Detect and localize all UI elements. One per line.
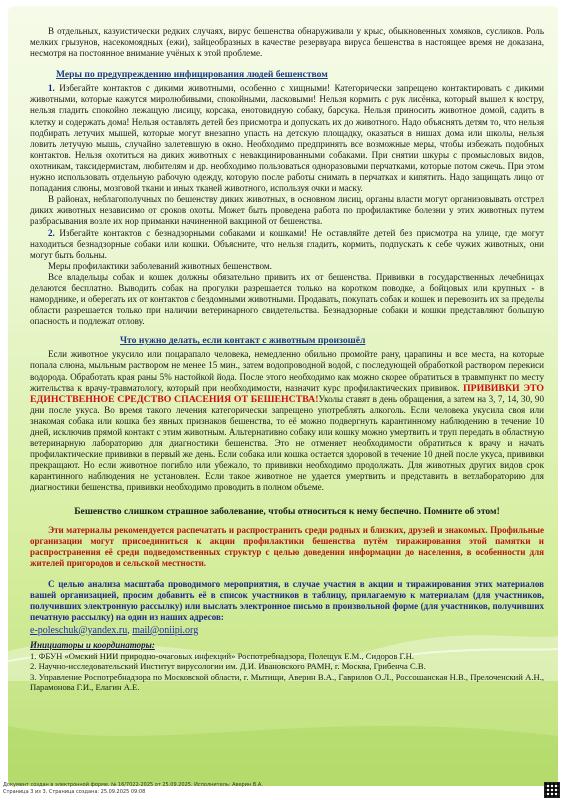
section-title-contact: Что нужно делать, если контакт с животным произошёл: [120, 335, 366, 347]
contact-request: С целью анализа масштаба проводимого мероприятия, в случае участия в акции и тиражирования этих материалов вашей организацией, просим добавить её в список участников в таблицу, прилагаемую к материалам (для участников, получивших электронную рассылку) или выслать электронное письмо в произвольной форме (для участников, получивших печатную рассылку) на один из наших адресов:: [30, 578, 544, 622]
vaccination-warning: ПРИВИВКИ ЭТО ЕДИНСТВЕННОЕ СРЕДСТВО СПАСЕНИЯ ОТ БЕШЕНСТВА!: [30, 382, 544, 405]
document-body: [8, 6, 558, 692]
procedure-text-a: Если животное укусило или поцарапало человека, немедленно обильно промойте рану, царапины и все места, на которые попала слюна, мыльным раствором не менее 15 мин., затем водопроводной водой, с последующей обработкой раствором перекиси водорода. Обработать края раны 5% настойкой йода. После этого необходимо как можно скорее обратиться в травмпункт по месту жительства к врачу-травматологу, который при необходимости, назначит курс профилактических прививок.: [30, 349, 544, 393]
prevention-subheading: Меры профилактики заболеваний животных бешенством.: [48, 260, 272, 271]
item-text: Избегайте контактов с дикими животными, особенно с хищными! Категорически запрещено контактировать с дикими животными, которые кажутся миролюбивыми, спокойными, ласковыми! Нельзя кормить с рук лисёнка, который вышел к костру, нельзя гладить спокойно лежащую лисицу, корсака, енотовидную собаку, барсука. Нельзя приносить животное домой, садить в клетку и содержать дома! Нельзя оставлять детей без присмотра и допускать их до животного. Надо объяснять детям то, что нельзя подбирать летучих мышей, которые могут внезапно упасть на детскую площадку, оказаться в нишах дома или школы, нельзя ловить летучую мышь, случайно залетевшую в окно. Необходимо предпринять все возможные меры, чтобы избежать подобных контактов. Нельзя охотиться на диких животных с невакцинированными собаками. При снятии шкуры с промысловых видов, охотникам, таксидермистам, любителям и др. необходимо пользоваться одноразовыми перчатками, которые потом сжечь. При этом нужно использовать отдельную рабочую одежду, которую после работы снимать в перчатках и кипятить. Надо защищать лицо от попадания слюны, мозговой ткани и иных тканей животного, используя очки и маску.: [30, 83, 545, 194]
footer-document-info: Документ создан в электронной форме. № 16/7022-2025 от 25.09.2025. Исполнитель: Аверин В.А.: [3, 782, 263, 788]
prevention-paragraph-pets: Все владельцы собак и кошек должны обязательно привить их от бешенства. Прививки в государственных лечебницах делаются бесплатно. Выводить собак на прогулки разрешается только на коротком поводке, а бойцовых или крупных - в наморднике, и оберегать их от контактов с бездомными животными. Продавать, покупать собак и кошек и перевозить их за пределы области разрешается только при наличии ветеринарного свидетельства. Безнадзорные собаки и кошки представляют большую опасность и подлежат отлову.: [30, 271, 544, 327]
decorative-wave-bottom: [8, 706, 558, 786]
item-number: 1.: [48, 83, 55, 94]
coordinator-2: 2. Научно-исследовательский Институт вирусологии им. Д.И. Ивановского РАМН, г. Москва, Грибенча С.В.: [30, 661, 426, 672]
section-title-prevention: Меры по предупреждению инфицирования людей бешенством: [56, 69, 328, 81]
email-link-poleschuk[interactable]: e-poleschuk@yandex.ru: [30, 624, 128, 636]
danger-warning: Бешенство слишком страшное заболевание, чтобы относиться к нему беспечно. Помните об этом!: [74, 505, 500, 517]
coordinator-1: 1. ФБУН «Омский НИИ природно-очаговых инфекций» Роспотребнадзора, Полещук Е.М., Сидоров Г.Н.: [30, 650, 415, 661]
email-separator: ,: [127, 624, 133, 636]
email-list: [30, 625, 544, 636]
distribution-appeal: Эти материалы рекомендуется распечатать и распространить среди родных и близких, друзей и знакомых. Профильные организации могут присоединиться к акции профилактики бешенства путём тиражирования этой памятки и распространения её среди подведомственных структур с целью доведения информации до населения, в особенности для жителей пригородов и сельской местности.: [30, 524, 544, 568]
item-text: Избегайте контактов с безнадзорными собаками и кошками! Не оставляйте детей без присмотра на улице, где могут находиться безнадзорные собаки или кошки. Объясните, что нельзя гладить, кормить, подпускать к себе чужих животных, они могут быть больны.: [30, 227, 544, 260]
contact-procedure-paragraph: [30, 349, 544, 493]
item-number: 2.: [48, 227, 55, 238]
procedure-text-b: Уколы ставят в день обращения, а затем на 3, 7, 14, 30, 90 дни после укуса. Во время такого лечения категорически запрещено употреблять алкоголь. Если человека укусила своя или знакомая собака или кошка без явных признаков бешенства, то её можно подвергнуть карантинному наблюдению в течение 10 дней, исключив прямой контакт с этим животным. Альтернативно собаку или кошку можно умертвить и труп передать в областную ветеринарную лабораторию для диагностики бешенства. Это не отменяет необходимости обратиться к врачу и начать профилактические прививки в первый же день. Если собака или кошка остается здоровой в течение 10 дней после укуса, прививки прекращают. Но если животное погибло или убежало, то прививки необходимо продолжать. Для животных других видов срок карантинного наблюдения не установлен. Если такое животное не удается умертвить и представить в ветлабораторию для диагностики бешенства, прививки необходимо проводить в полном объеме.: [30, 393, 544, 493]
qr-code-icon: [544, 782, 560, 798]
email-link-oniipi[interactable]: mail@oniipi.org: [132, 624, 199, 636]
prevention-item-2: [30, 228, 544, 261]
intro-paragraph: В отдельных, казуистически редких случаях, вирус бешенства обнаруживали у крыс, обыкновенных хомяков, сусликов. Роль мелких грызунов, насекомоядных (ежи), зайцеобразных в качестве резервуара вируса бешенства в настоящее время не доказана, несмотря на постоянное внимание учёных к этой проблеме.: [30, 26, 544, 59]
prevention-paragraph-wild: В районах, неблагополучных по бешенству диких животных, в основном лисиц, органы власти могут организовывать отстрел диких животных независимо от сроков охоты. Может быть проведена работа по профилактике болезни у этих животных путем разбрасывания возле их нор приманки начиненной вакциной от бешенства.: [30, 194, 544, 227]
poster-background: [8, 6, 558, 786]
prevention-item-1: [30, 83, 544, 194]
coordinators-heading: Инициаторы и координаторы:: [30, 639, 155, 650]
document-footer: [0, 780, 566, 800]
coordinator-3: 3. Управление Роспотребнадзора по Московской области, г. Мытищи, Аверин В.А., Гаврилов О.Л., Россошанская Н.В., Прелоченский А.Н., Парамонова Г.И., Елагин А.Е.: [30, 671, 544, 693]
footer-page-info: Страница 3 из 3. Страница создана: 25.09.2025 09:08: [3, 789, 146, 795]
